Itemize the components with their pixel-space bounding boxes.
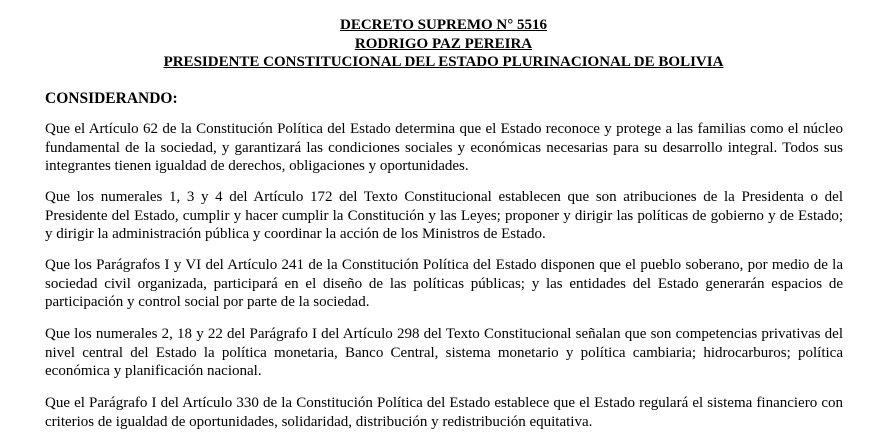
paragraph-5: Que el Parágrafo I del Artículo 330 de la Constitución Política del Estado establece que el Estado regulará el sistema financiero con criterios de igualdad de oportunidades, solidaridad, distribución y redistribución equitativa. bbox=[45, 395, 843, 430]
president-name: RODRIGO PAZ PEREIRA bbox=[354, 35, 533, 52]
decree-number: DECRETO SUPREMO N° 5516 bbox=[340, 17, 547, 33]
paragraph-4: Que los numerales 2, 18 y 22 del Parágrafo I del Artículo 298 del Texto Constitucional señalan que son competencias privativas del nivel central del Estado la política monetaria, Banco Central, sistema monetario y política cambiaria; hidrocarburos; política económica y planificación nacional. bbox=[45, 326, 843, 380]
paragraph-1: Que el Artículo 62 de la Constitución Política del Estado determina que el Estado reconoce y protege a las familias como el núcleo fundamental de la sociedad, y garantizará las condiciones sociales y económicas necesarias para su desarrollo integral. Todos sus integrantes tienen igualdad de derechos, obligaciones y oportunidades. bbox=[45, 121, 843, 175]
president-title: PRESIDENTE CONSTITUCIONAL DEL ESTADO PLURINACIONAL DE BOLIVIA bbox=[163, 54, 724, 70]
section-heading: CONSIDERANDO: bbox=[45, 90, 178, 107]
paragraph-3: Que los Parágrafos I y VI del Artículo 241 de la Constitución Política del Estado disponen que el pueblo soberano, por medio de la sociedad civil organizada, participará en el diseño de las políticas públicas; y las entidades del Estado generarán espacios de participación y control social por parte de la sociedad. bbox=[45, 257, 843, 311]
document-header bbox=[0, 16, 887, 72]
paragraph-2: Que los numerales 1, 3 y 4 del Artículo 172 del Texto Constitucional establecen que son atribuciones de la Presidenta o del Presidente del Estado, cumplir y hacer cumplir la Constitución y las Leyes; proponer y dirigir las políticas de gobierno y de Estado; y dirigir la administración pública y coordinar la acción de los Ministros de Estado. bbox=[45, 189, 843, 243]
